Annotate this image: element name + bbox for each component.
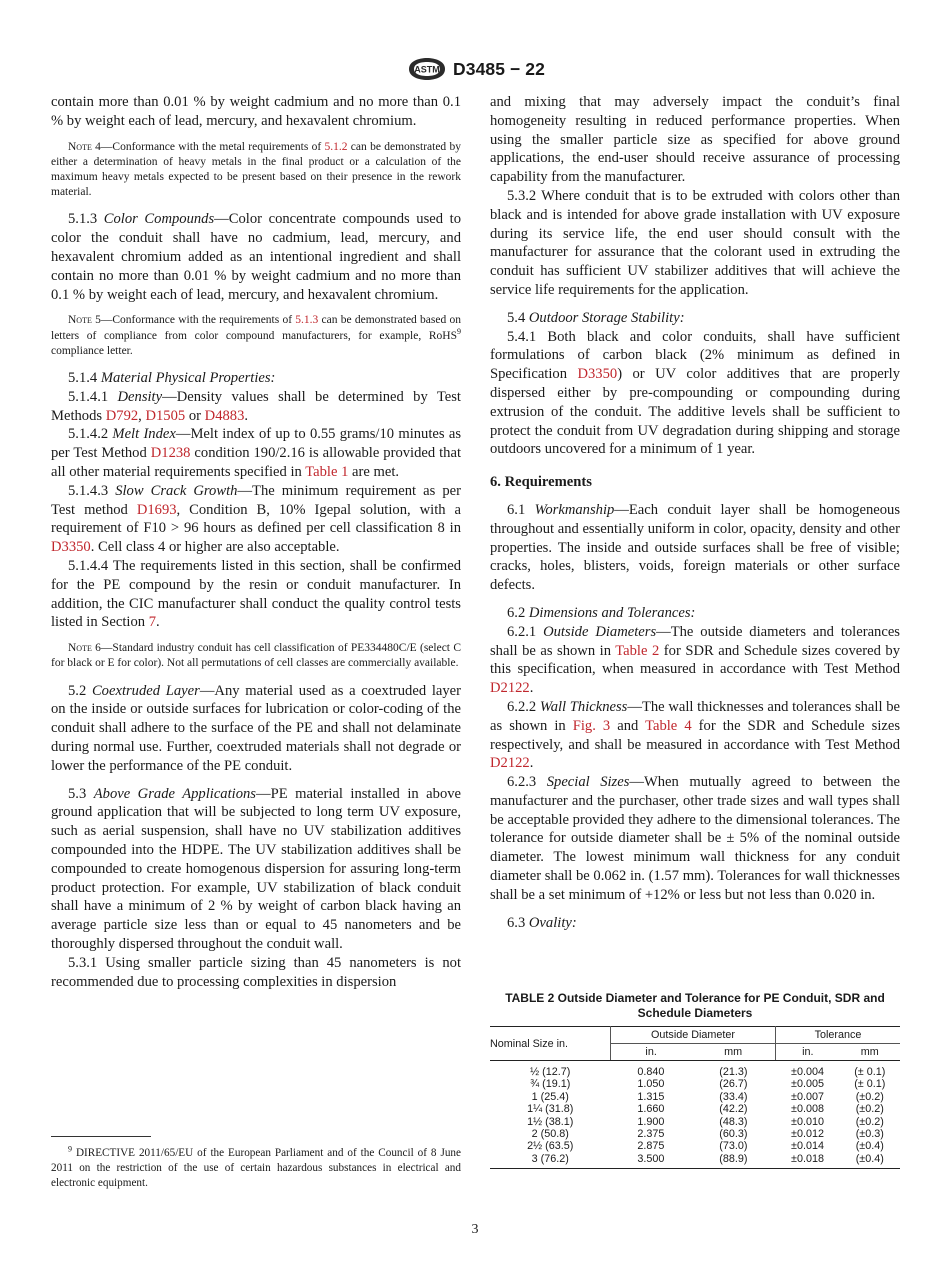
ref-d1505-link[interactable]: D1505 [145,407,186,424]
note-4: Note 4—Conformance with the metal requirements of 5.1.2 can be demonstrated by either a determination of heavy metals in the final product or a calculation of the maximum heavy metals expected to be present based on their presence in the rework material. [51,140,461,199]
left-column [51,93,461,991]
section-5-1-4-3: 5.1.4.3 Slow Crack Growth—The minimum requirement as per Test method D1693, Condition B, 10% Igepal solution, with a requirement of F10 > 96 hours as defined per cell classification 8 in D3350. Cell class 4 or higher are also acceptable. [51,482,462,556]
col-nominal-size: Nominal Size in. [490,1027,611,1061]
note-5-text: can be demonstrated based on letters of compliance from color compound manufacturers, for example, RoHS [51,314,461,342]
right-column [490,93,900,932]
logo-text: ASTM [414,64,440,75]
table-row: 2½ (63.5) 2.875 (73.0) ±0.014 (±0.4) [527,1140,884,1153]
table-2-title: TABLE 2 Outside Diameter and Tolerance for PE Conduit, SDR and Schedule Diameters [505,991,885,1020]
section-5-1-4-2: 5.1.4.2 Melt Index—Melt index of up to 0.55 grams/10 minutes as per Test Method D1238 condition 190/2.16 is allowable provided that all other material requirements specified in Table 1 are met. [51,426,461,480]
ref-d3350-link[interactable]: D3350 [577,366,618,383]
ref-d3350-link[interactable]: D3350 [51,539,91,556]
page-number: 3 [471,1222,479,1237]
section-5-1-4-4: 5.1.4.4 The requirements listed in this section, shall be confirmed for the PE compound by the resin or conduit manufacturer. In addition, the CIC manufacturer shall conduct the quality control tests listed in Section 7. [51,557,461,631]
col-od-in: in. [611,1044,692,1061]
document-id: D3485 − 22 [453,58,545,79]
ref-fig-3-link[interactable]: Fig. 3 [572,717,611,734]
footnote-divider [51,1136,151,1137]
table-row: 1½ (38.1) 1.900 (48.3) ±0.010 (±0.2) [527,1115,884,1128]
section-6-2-2: 6.2.2 Wall Thickness—The wall thicknesses and tolerances shall be as shown in Fig. 3 and Table 4 for the SDR and Schedule sizes respectively, and shall be measured in accordance with Test Method D2122. [490,698,901,772]
table-2-body [490,1061,900,1169]
section-5-3-2: 5.3.2 Where conduit that is to be extruded with colors other than black and is intended for above grade installation with UV exposure during its service life, the end user should consult with the manufacturer for assurance that the colorant used in extruding the conduit has sufficient UV stabilizer additives that will achieve the service life requirements for the application. [490,187,900,298]
page-header [0,56,950,82]
col-tol-mm: mm [840,1044,900,1061]
col-tol-in: in. [776,1044,840,1061]
section-6-2-1: 6.2.1 Outside Diameters—The outside diameters and tolerances shall be as shown in Table 2 for SDR and Schedule sizes covered by this specification, when measured in accordance with Test Method D2122. [490,623,900,697]
section-6-3: 6.3 Ovality: [507,914,577,931]
table-row: ¾ (19.1) 1.050 (26.7) ±0.005 (± 0.1) [530,1078,886,1091]
section-6-heading: 6. Requirements [490,474,592,491]
note-6: Note 6—Standard industry conduit has cell classification of PE334480C/E (select C for black or E for color). Not all permutations of cell classes are commercially available. [51,642,461,670]
section-5-1-4-1: 5.1.4.1 Density—Density values shall be determined by Test Methods D792, D1505 or D4883. [51,388,461,424]
table-row: 1 (25.4) 1.315 (33.4) ±0.007 (±0.2) [531,1090,884,1103]
col-tolerance: Tolerance [776,1027,900,1044]
section-5-1-4: 5.1.4 Material Physical Properties: [68,370,276,386]
section-5-1-3: 5.1.3 Color Compounds—Color concentrate compounds used to color the conduit shall have no cadmium, lead, mercury, and hexavalent chromium added as an intentional ingredient and shall contain no more than 0.01 % by weight cadmium and no more than 0.1 % by weight each of lead, mercury, and hexavalent chromium. [51,211,461,303]
footnote-ref-9: 9 [457,326,461,336]
col-od-mm: mm [691,1044,775,1061]
ref-table-4-link[interactable]: Table 4 [645,717,692,734]
paragraph-continuation-right: and mixing that may adversely impact the conduit’s final homogeneity resulting in reduced performance properties. When using the smaller particle size as specified for above ground applications, the end-user should receive assurance of processing capability from the manufacturer. [490,94,900,186]
section-6-2: 6.2 Dimensions and Tolerances: [507,604,696,621]
table-row: ½ (12.7) 0.840 (21.3) ±0.004 (± 0.1) [530,1066,886,1078]
section-6-1: 6.1 Workmanship—Each conduit layer shall be homogeneous throughout and essentially uniform in color, opacity, density and other properties. The inside and outside surfaces shall be free of visible; cracks, holes, blisters, voids, foreign materials or other surface defects. [490,501,900,594]
ref-5-1-2-link[interactable]: 5.1.2 [324,140,348,153]
section-5-3: 5.3 Above Grade Applications—PE material installed in above ground application that will be subjected to long term UV exposure, such as aerial suspension, shall have no UV stabilization additives compounded into the HDPE. The UV stabilization additives shall be compounded to create homogenous dispersion for assuring long-term product protection. For example, UV stabilization of black conduit shall have a minimum of 2 % by weight of carbon black having an average particle size less than or equal to 45 nanometers and be thoroughly dispersed throughout the conduit wall. [51,785,462,952]
ref-table-2-link[interactable]: Table 2 [615,642,660,659]
section-6-2-3: 6.2.3 Special Sizes—When mutually agreed to between the manufacturer and the purchaser, other trade sizes and wall types shall be acceptable provided they adhere to the dimensional tolerances. The tolerance for outside diameter shall be ± 5% of the nominal outside diameter. The lowest minimum wall thickness for any conduit diameter shall be 0.062 in. (1.57 mm). Tolerances for wall thicknesses shall be a set minimum of +12% or less but not less than 0.020 in. [490,774,900,903]
col-outside-diameter: Outside Diameter [611,1027,776,1044]
section-5-4: 5.4 Outdoor Storage Stability: [507,309,685,326]
ref-d2122-link[interactable]: D2122 [490,680,530,697]
ref-d792-link[interactable]: D792 [105,407,139,424]
ref-d1238-link[interactable]: D1238 [150,445,191,462]
section-5-2: 5.2 Coextruded Layer—Any material used as a coextruded layer on the inside or outside surfaces for lubrication or color-coding of the conduit shall adhere to the surface of the PE and shall not delaminate during normal use. Further, coextruded materials shall not degrade or lower the performance of the PE conduit. [51,682,461,774]
table-row: 2 (50.8) 2.375 (60.3) ±0.012 (±0.3) [531,1128,884,1141]
paragraph-continuation: contain more than 0.01 % by weight cadmium and no more than 0.1 % by weight each of lead, mercury, and hexavalent chromium. [51,94,461,129]
section-5-4-1: 5.4.1 Both black and color conduits, shall have sufficient formulations of carbon black (2% minimum as defined in Specification D3350) or UV color additives that are properly dispersed either by pre-compounding or compounding during extrusion of the conduit. The additive levels shall be sufficient to protect the conduit from UV degradation during shipping and storage outdoors uncovered for a minimum of 1 year. [490,328,900,458]
section-5-3-1: 5.3.1 Using smaller particle sizing than 45 nanometers is not recommended due to processing complexities in dispersion [51,954,461,990]
footnote-9: $^9$ DIRECTIVE 2011/65/EU of the European Parliament and of the Council of 8 June 2011 on the restriction of the use of certain hazardous substances in electrical and electronic equipment. [51,1144,461,1190]
ref-5-1-3-link[interactable]: 5.1.3 [295,314,319,327]
table-row: 1¼ (31.8) 1.660 (42.2) ±0.008 (±0.2) [527,1103,884,1116]
note-5: Note 5—Conformance with the requirements of 5.1.3 can be demonstrated based on letters of compliance from color compound manufacturers, for example, RoHS$^9$ compliance letter. [51,314,461,357]
table-2 [490,991,900,1169]
table-2-grid [490,1026,900,1169]
ref-d1693-link[interactable]: D1693 [136,501,177,518]
ref-table-1-link[interactable]: Table 1 [305,463,349,480]
ref-section-7-link[interactable]: 7 [148,614,156,631]
astm-logo-icon [405,56,449,82]
ref-d2122-link[interactable]: D2122 [490,755,530,772]
ref-d4883-link[interactable]: D4883 [204,407,245,424]
table-row: 3 (76.2) 3.500 (88.9) ±0.018 (±0.4) [531,1152,884,1165]
